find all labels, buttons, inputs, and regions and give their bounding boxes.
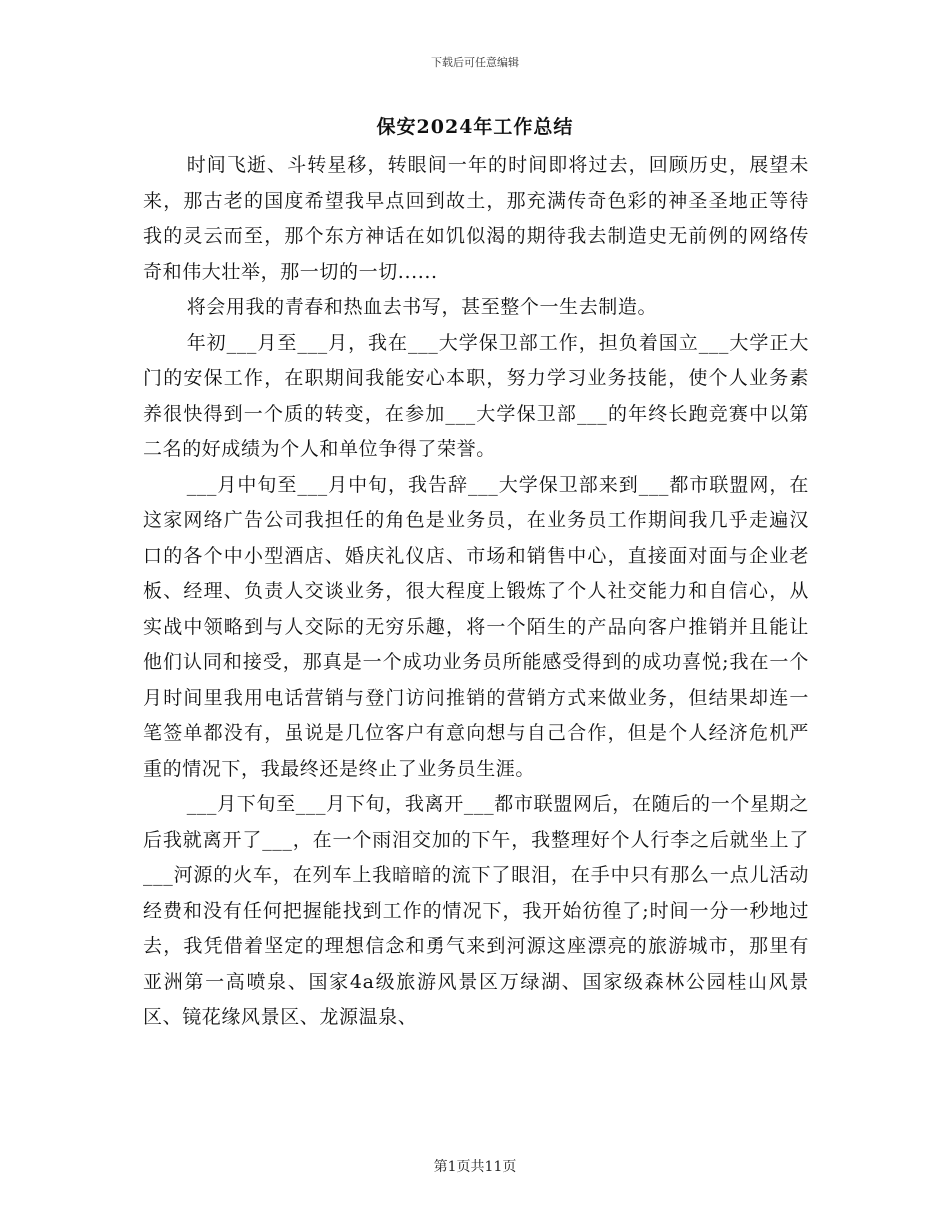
paragraph: 年初___月至___月，我在___大学保卫部工作，担负着国立___大学正大门的安保工作，在职期间我能安心本职，努力学习业务技能，使个人业务素养很快得到一个质的转变，在参加___大学保卫部___的年终长跑竞赛中以第二名的好成绩为个人和单位争得了荣誉。 <box>143 331 809 460</box>
paragraph: ___月下旬至___月下旬，我离开___都市联盟网后，在随后的一个星期之后我就离开了___，在一个雨泪交加的下午，我整理好个人行李之后就坐上了___河源的火车，在列车上我暗暗的流下了眼泪，在手中只有那么一点儿活动经费和没有任何把握能找到工作的情况下，我开始彷徨了;时间一分一秒地过去，我凭借着坚定的理想信念和勇气来到河源这座漂亮的旅游城市，那里有亚洲第一高喷泉、国家4a级旅游风景区万绿湖、国家级森林公园桂山风景区、镜花缘风景区、龙源温泉、 <box>143 793 809 1028</box>
page-number: 第1页共11页 <box>433 1159 517 1175</box>
document-body <box>143 148 809 1036</box>
page-header-note: 下载后可任意编辑 <box>431 56 519 69</box>
paragraph: 时间飞逝、斗转星移，转眼间一年的时间即将过去，回顾历史，展望未来，那古老的国度希望我早点回到故土，那充满传奇色彩的神圣圣地正等待我的灵云而至，那个东方神话在如饥似渴的期待我去制造史无前例的网络传奇和伟大壮举，那一切的一切...... <box>143 154 809 283</box>
paragraph: ___月中旬至___月中旬，我告辞___大学保卫部来到___都市联盟网，在这家网络广告公司我担任的角色是业务员，在业务员工作期间我几乎走遍汉口的各个中小型酒店、婚庆礼仪店、市场和销售中心，直接面对面与企业老板、经理、负责人交谈业务，很大程度上锻炼了个人社交能力和自信心，从实战中领略到与人交际的无穷乐趣，将一个陌生的产品向客户推销并且能让他们认同和接受，那真是一个成功业务员所能感受得到的成功喜悦;我在一个月时间里我用电话营销与登门访问推销的营销方式来做业务，但结果却连一笔签单都没有，虽说是几位客户有意向想与自己合作，但是个人经济危机严重的情况下，我最终还是终止了业务员生涯。 <box>143 473 809 780</box>
document-title: 保安2024年工作总结 <box>376 116 574 138</box>
paragraph: 将会用我的青春和热血去书写，甚至整个一生去制造。 <box>186 296 658 318</box>
